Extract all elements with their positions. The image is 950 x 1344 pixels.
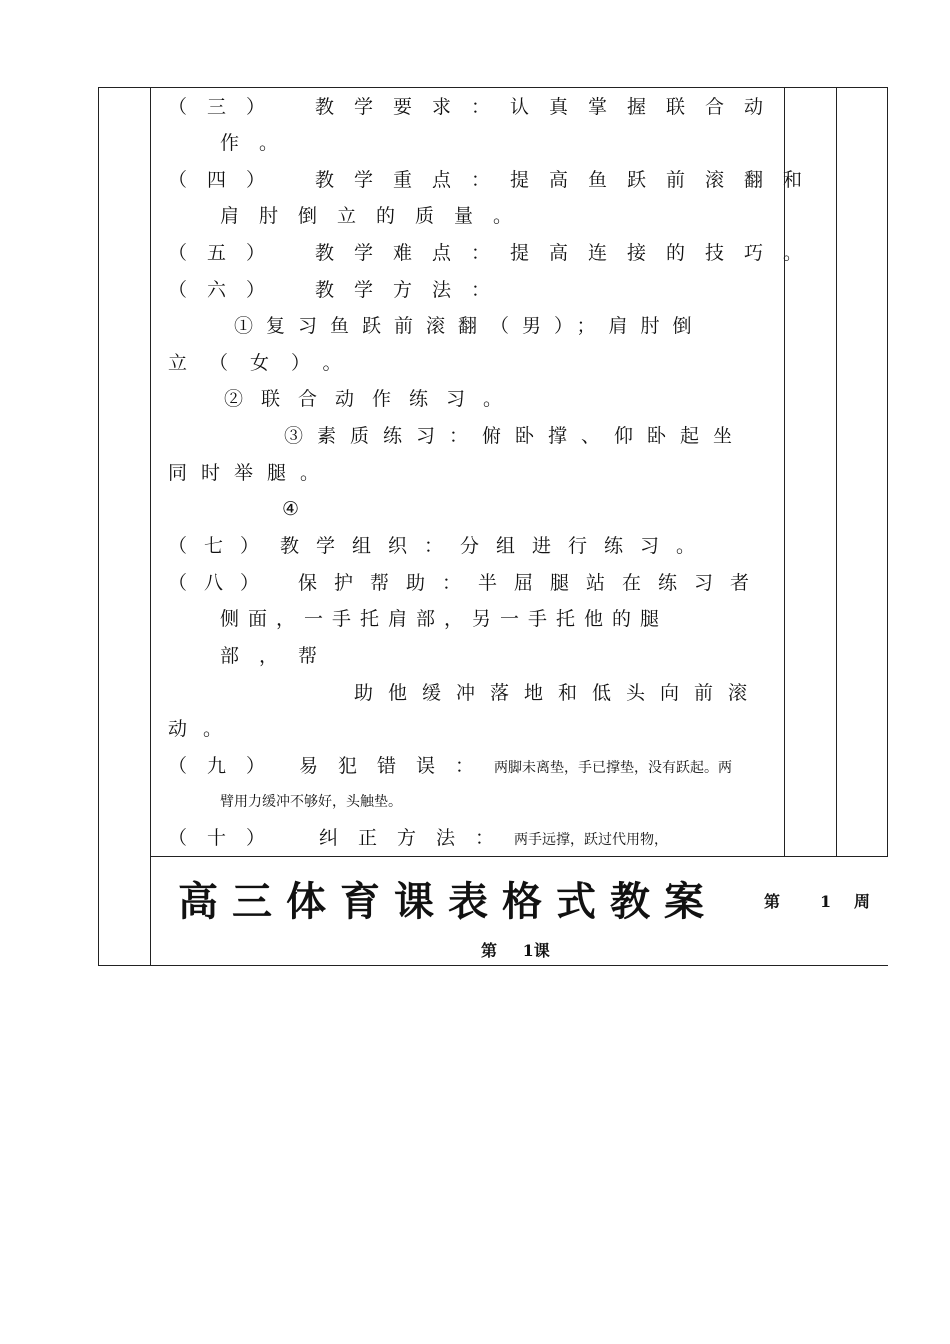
table-bottom-border xyxy=(98,965,888,966)
table-left-border xyxy=(98,87,99,966)
item-10 xyxy=(168,826,763,852)
item-label: （十） xyxy=(168,827,286,849)
item-text: 保护帮助：半屈腿站在练习者 xyxy=(298,572,767,594)
item-label: （三） xyxy=(168,96,286,118)
item-8-cont: 侧面，一手托肩部，另一手托他的腿 xyxy=(220,608,669,630)
week-prefix: 第 xyxy=(764,892,798,911)
method-2: ②联合动作练习。 xyxy=(224,388,521,410)
item-9-cont: 臂用力缓冲不够好，头触垫。 xyxy=(220,794,402,810)
item-4 xyxy=(168,168,823,192)
method-4: ④ xyxy=(282,498,320,520)
item-text: 教学组织：分组进行练习。 xyxy=(280,535,713,557)
item-text-small: 两手远撑，跃过代用物， xyxy=(514,832,669,848)
item-8-line: 助他缓冲落地和低头向前滚 xyxy=(354,682,763,704)
item-3 xyxy=(168,95,784,119)
item-5 xyxy=(168,241,823,265)
lesson-prefix: 第 xyxy=(481,941,498,960)
lesson-suffix: 课 xyxy=(533,941,550,960)
item-text: 教学要求：认真掌握联合动 xyxy=(315,96,784,118)
item-text-small: 两脚未离垫，手已撑垫，没有跃起。两 xyxy=(494,760,733,776)
item-6 xyxy=(168,278,763,302)
page-title: 高三体育课表格式教案 xyxy=(178,878,718,925)
table-column-divider xyxy=(836,87,837,856)
item-9 xyxy=(168,754,788,780)
item-3-cont: 作。 xyxy=(220,132,299,154)
item-8-line-cont: 动。 xyxy=(168,718,239,740)
method-1: ①复习鱼跃前滚翻（男）；肩肘倒 xyxy=(234,315,705,337)
table-row-divider xyxy=(150,856,888,857)
lesson-label xyxy=(481,938,550,961)
item-4-cont: 肩肘倒立的质量。 xyxy=(220,205,533,227)
lesson-number: 1 xyxy=(522,941,534,960)
week-number: 1 xyxy=(820,892,832,911)
item-text: 纠正方法： xyxy=(319,827,515,849)
item-label: （四） xyxy=(168,169,286,191)
item-text: 易犯错误： xyxy=(299,755,495,777)
item-8 xyxy=(168,571,767,595)
item-7 xyxy=(168,534,763,558)
method-3-cont: 同时举腿。 xyxy=(168,462,334,484)
method-1-cont: 立（女）。 xyxy=(168,352,364,374)
item-label: （八） xyxy=(168,572,277,594)
week-suffix: 周 xyxy=(853,892,870,911)
item-8-cont2: 部，帮 xyxy=(220,645,338,667)
item-label: （七） xyxy=(168,535,277,557)
table-right-border xyxy=(887,87,888,856)
table-column-divider xyxy=(784,87,785,856)
item-label: （九） xyxy=(168,755,286,777)
item-text: 教学重点：提高鱼跃前滚翻和 xyxy=(315,169,823,191)
method-3: ③素质练习：俯卧撑、仰卧起坐 xyxy=(284,425,747,447)
table-top-border xyxy=(98,87,888,88)
item-label: （五） xyxy=(168,242,286,264)
week-label xyxy=(764,889,870,912)
item-text: 教学方法： xyxy=(315,279,511,301)
table-column-divider xyxy=(150,87,151,966)
item-text: 教学难点：提高连接的技巧。 xyxy=(315,242,823,264)
item-label: （六） xyxy=(168,279,286,301)
